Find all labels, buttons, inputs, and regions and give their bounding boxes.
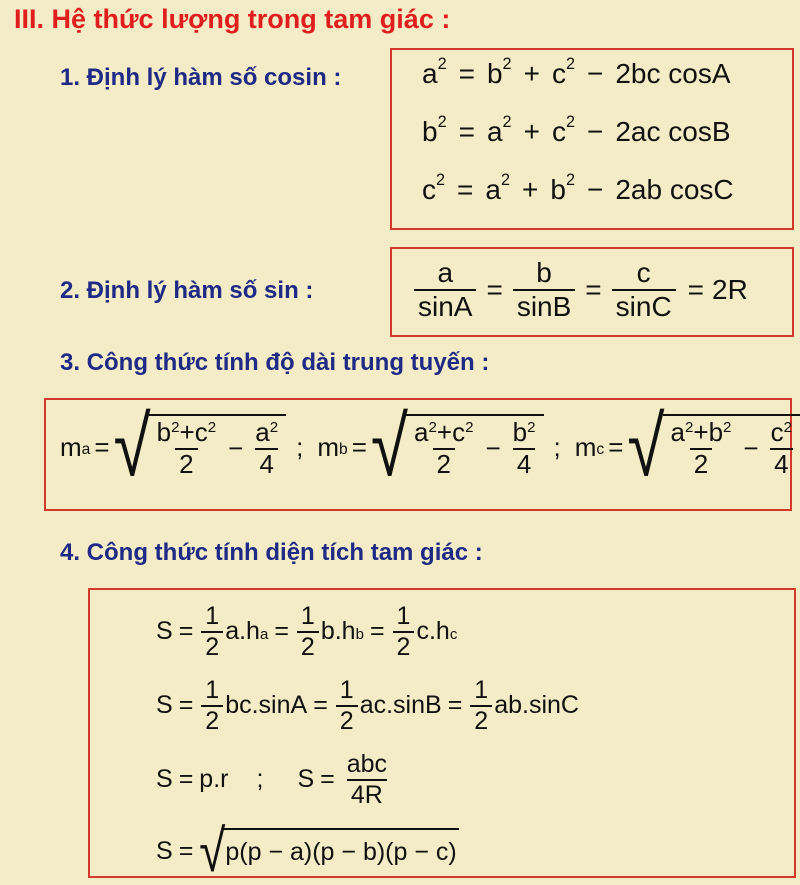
equals-sign: =: [369, 617, 385, 646]
minus-sign: −: [586, 58, 604, 89]
numerator: 1: [339, 676, 354, 704]
cosine-law-box: [390, 48, 794, 230]
fraction: [612, 257, 676, 323]
denominator: 4: [770, 448, 792, 480]
exponent: 2: [684, 418, 694, 436]
denominator: 2: [433, 448, 455, 480]
exponent: 2: [171, 418, 180, 436]
radicand: [663, 414, 800, 482]
term: c: [422, 174, 436, 205]
numerator: a: [437, 257, 454, 288]
term: c: [551, 116, 566, 147]
denominator: 2: [393, 631, 415, 662]
exponent: 2: [269, 418, 279, 436]
numerator: 1: [474, 676, 489, 704]
exponent: 2: [502, 54, 512, 73]
sine-rhs: 2R: [712, 274, 748, 306]
median-symbol: m: [317, 432, 340, 463]
subscript: b: [355, 625, 364, 643]
coefficient: 2ab: [615, 174, 663, 205]
term: ab.sinC: [494, 691, 579, 720]
median-formula: [317, 400, 543, 495]
fraction-half: [336, 676, 358, 736]
equals-sign: =: [313, 691, 328, 720]
denominator: 2: [297, 631, 319, 662]
term: b: [550, 174, 566, 205]
subscript: c: [596, 441, 605, 459]
denominator: 2: [336, 705, 358, 736]
numerator: c: [636, 257, 651, 288]
fraction-half: [201, 602, 223, 662]
median-formula: [60, 400, 286, 495]
term: a: [485, 174, 501, 205]
term: b.h: [320, 617, 356, 646]
exponent: 2: [428, 418, 437, 436]
equals-sign: =: [687, 274, 705, 306]
plus-sign: +: [523, 116, 540, 147]
term: p.r: [199, 765, 229, 794]
heading-median: 3. Công thức tính độ dài trung tuyến :: [60, 349, 490, 376]
cosine-law-formula: [422, 112, 731, 148]
page-title: III. Hệ thức lượng trong tam giác :: [14, 4, 451, 34]
equals-sign: =: [486, 274, 503, 306]
minus-sign: −: [586, 174, 604, 205]
numerator: abc: [346, 750, 388, 778]
term: a: [486, 116, 503, 147]
subscript: b: [339, 441, 348, 459]
radicand: p(p − a)(p − b)(p − c): [223, 828, 458, 876]
median-symbol: m: [574, 432, 597, 463]
term: bc.sinA: [225, 691, 308, 720]
square-root: [199, 818, 458, 885]
median-symbol: m: [60, 432, 82, 463]
separator: ;: [296, 432, 304, 463]
numerator: $c^2$: [770, 416, 792, 447]
fraction: [410, 418, 477, 480]
exponent: 2: [527, 418, 536, 436]
equals-sign: =: [458, 58, 475, 89]
cosine-term: cosB: [668, 116, 731, 147]
exponent: 2: [465, 418, 474, 436]
denominator: 2: [470, 705, 492, 736]
fraction: [667, 418, 736, 480]
equals-sign: =: [447, 691, 463, 720]
fraction-half: [470, 676, 492, 736]
subscript: a: [81, 441, 91, 459]
median-formula: [574, 400, 800, 495]
exponent: 2: [437, 112, 447, 131]
area-symbol: S: [156, 691, 173, 720]
equals-sign: =: [178, 691, 194, 720]
denominator: 2: [175, 448, 197, 480]
numerator: $a^2$: [255, 416, 279, 447]
term: b: [422, 116, 438, 147]
equals-sign: =: [458, 116, 475, 147]
square-root: [370, 400, 544, 495]
exponent: 2: [783, 418, 792, 436]
area-box: [88, 588, 796, 885]
minus-sign: −: [485, 433, 501, 464]
coefficient: 2bc: [615, 58, 661, 89]
numerator: $b^2$: [512, 416, 536, 447]
fraction: [153, 418, 220, 480]
cosine-term: cosA: [668, 58, 731, 89]
cosine-law-formula: [422, 170, 734, 206]
radical-sign: √: [113, 400, 151, 495]
denominator: sinC: [612, 289, 676, 323]
equals-sign: =: [320, 765, 335, 794]
minus-sign: −: [586, 116, 604, 147]
numerator: $b^2+c^2$: [156, 416, 217, 447]
denominator: 4: [255, 448, 277, 480]
sine-law-formula: [410, 257, 748, 323]
area-formula-inradius-circumradius: [156, 750, 393, 810]
term: a.h: [225, 617, 260, 646]
denominator: 4R: [347, 779, 387, 810]
exponent: 2: [437, 54, 447, 73]
square-root: [113, 400, 287, 495]
equals-sign: =: [608, 432, 624, 463]
subscript: c: [449, 625, 458, 643]
numerator: b: [536, 257, 552, 288]
fraction-half: [201, 676, 223, 736]
denominator: 2: [201, 631, 223, 662]
numerator: 1: [205, 676, 220, 704]
equals-sign: =: [94, 432, 110, 463]
sine-law-box: [390, 247, 794, 337]
term: a: [422, 58, 438, 89]
heading-area: 4. Công thức tính diện tích tam giác :: [60, 539, 483, 566]
coefficient: 2ac: [615, 116, 661, 147]
exponent: 2: [502, 112, 512, 131]
area-symbol: S: [156, 765, 173, 794]
radical-sign: √: [199, 818, 226, 885]
heading-cosine-law: 1. Định lý hàm số cosin :: [60, 64, 342, 91]
term: b: [486, 58, 503, 89]
equals-sign: =: [274, 617, 289, 646]
equals-sign: =: [351, 432, 367, 463]
exponent: 2: [565, 170, 575, 189]
term: c: [551, 58, 566, 89]
minus-sign: −: [228, 433, 244, 464]
denominator: 2: [690, 448, 712, 480]
plus-sign: +: [522, 174, 539, 205]
separator: ;: [553, 432, 561, 463]
plus-sign: +: [523, 58, 540, 89]
separator: ;: [256, 765, 264, 794]
exponent: 2: [207, 418, 217, 436]
equals-sign: =: [585, 274, 602, 306]
cosine-term: cosC: [669, 174, 734, 205]
exponent: 2: [723, 418, 732, 436]
fraction: [509, 418, 540, 480]
subscript: a: [259, 625, 269, 643]
radicand: [149, 414, 286, 482]
exponent: 2: [500, 170, 510, 189]
fraction: [513, 257, 575, 323]
median-box: [44, 398, 792, 511]
radical-sign: √: [627, 400, 665, 495]
denominator: sinA: [414, 289, 476, 323]
equals-sign: =: [457, 174, 474, 205]
minus-sign: −: [743, 433, 759, 464]
median-formulas: [60, 400, 800, 495]
numerator: 1: [396, 602, 411, 630]
numerator: $a^2+c^2$: [414, 416, 474, 447]
exponent: 2: [565, 54, 575, 73]
fraction: [251, 418, 282, 480]
fraction: [343, 750, 391, 810]
square-root: [627, 400, 800, 495]
area-formula-heron: [156, 818, 459, 885]
denominator: 4: [513, 448, 535, 480]
cosine-law-formula: [422, 54, 731, 90]
term: c.h: [416, 617, 450, 646]
fraction-half: [393, 602, 415, 662]
denominator: 2: [201, 705, 223, 736]
numerator: $a^2+b^2$: [670, 416, 732, 447]
exponent: 2: [436, 170, 446, 189]
area-symbol: S: [297, 765, 315, 794]
exponent: 2: [565, 112, 575, 131]
numerator: 1: [300, 602, 315, 630]
equals-sign: =: [178, 617, 194, 646]
radical-sign: √: [370, 400, 409, 495]
fraction: [767, 418, 796, 480]
denominator: sinB: [513, 289, 575, 323]
numerator: 1: [205, 602, 220, 630]
area-symbol: S: [156, 617, 173, 646]
radicand: [406, 414, 543, 482]
equals-sign: =: [178, 837, 194, 866]
term: ac.sinB: [359, 691, 442, 720]
fraction-half: [297, 602, 319, 662]
area-symbol: S: [156, 837, 173, 866]
fraction: [414, 257, 476, 323]
heading-sine-law: 2. Định lý hàm số sin :: [60, 277, 314, 304]
equals-sign: =: [178, 765, 194, 794]
area-formula-heights: [156, 602, 457, 662]
area-formula-sines: [156, 676, 579, 736]
